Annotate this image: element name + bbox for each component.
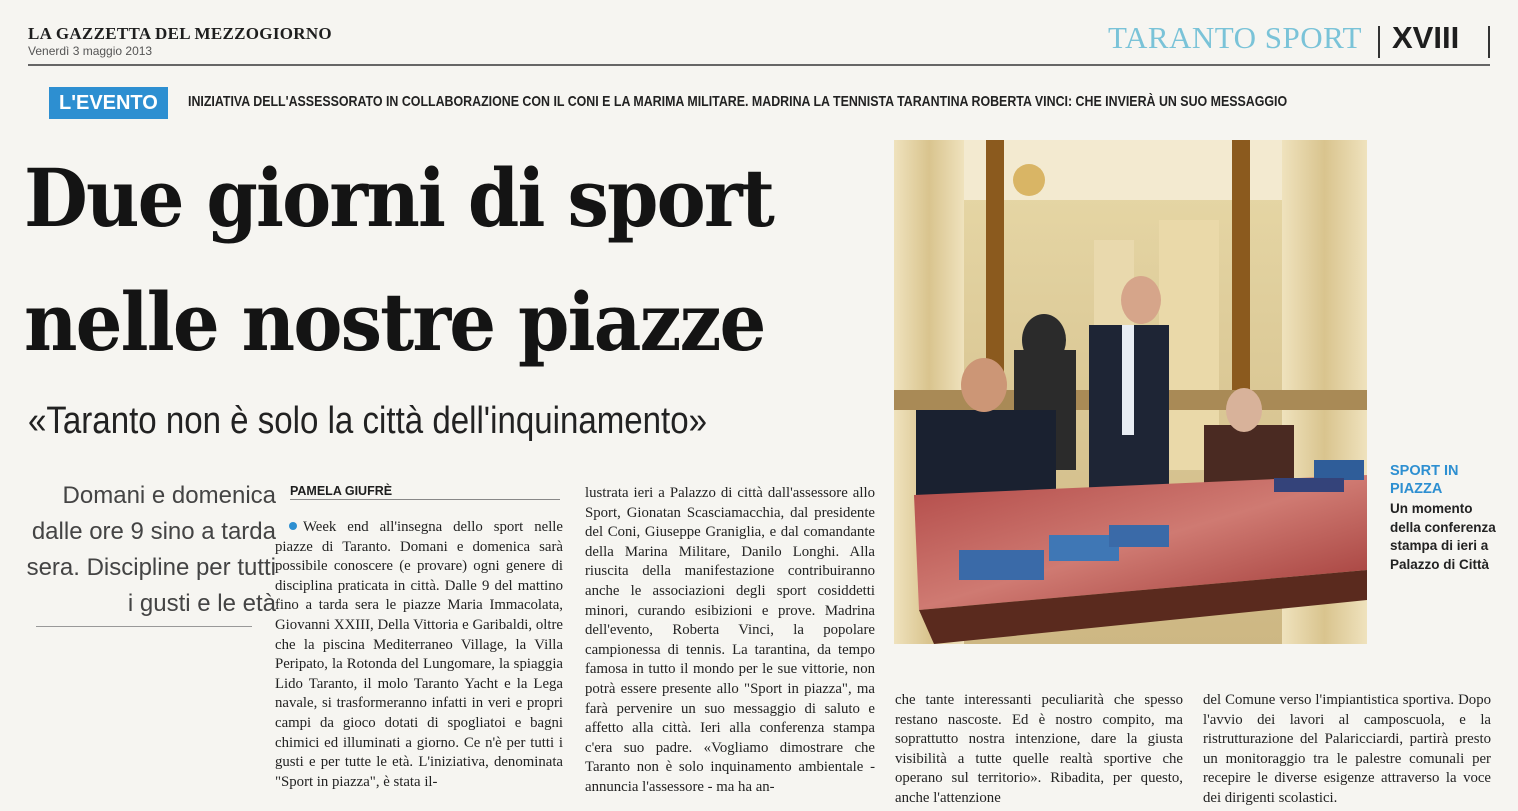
- headline: [24, 136, 815, 384]
- byline: PAMELA GIUFRÈ: [290, 484, 393, 498]
- page-number: XVIII: [1392, 20, 1460, 55]
- photo-illustration: [894, 140, 1367, 644]
- article-column-1: [275, 518, 563, 792]
- kicker-badge: L'EVENTO: [49, 87, 168, 119]
- article-text-col2: lustrata ieri a Palazzo di città dall'assessore allo Sport, Gionatan Scasciamacchia, dal presidente del Coni, Giuseppe Graniglia, e dal comandante della Marina Militare, Danilo Longhi. Alla riuscita della manifestazione contribuiranno anche le associazioni degli sport cosiddetti minori, curando esibizioni e prove. Madrina dell'evento, Roberta Vinci, la popolare campionessa di tennis. La tarantina, da tempo famosa in tutto il mondo per le sue vittorie, non potrà essere presente allo "Sport in piazza", ma farà pervenire un suo messaggio di saluto e affetto alla città. Ieri alla conferenza stampa c'era suo padre. «Vogliamo dimostrare che Taranto non è solo inquinamento ambientale - annuncia l'assessore - ma ha an-: [585, 485, 875, 795]
- press-conference-photo: [894, 140, 1367, 644]
- headline-line-2: nelle nostre piazze: [24, 275, 765, 369]
- masthead-separator: [1378, 26, 1380, 58]
- caption-title: SPORT IN PIAZZA: [1390, 463, 1459, 497]
- headline-line-1: Due giorni di sport: [24, 151, 774, 245]
- article-column-2: [585, 484, 875, 798]
- caption-text: Un momento della conferenza stampa di ieri a Palazzo di Città: [1390, 501, 1496, 572]
- section-title: TARANTO SPORT: [1108, 20, 1362, 55]
- subheadline: «Taranto non è solo la città dell'inquinamento»: [28, 400, 707, 442]
- byline-rule: [290, 499, 560, 500]
- article-text-col4: del Comune verso l'impiantistica sportiva. Dopo l'avvio dei lavori al camposcuola, e la ristrutturazione del Palaricciardi, partirà presto un monitoraggio tra le palestre comunali per recepire le diverse esigenze attraverso la voce dei dirigenti scolastici.: [1203, 692, 1491, 806]
- header-rule: [28, 64, 1490, 66]
- article-text-col1: Week end all'insegna dello sport nelle piazze di Taranto. Domani e domenica sarà possibile conoscere (e provare) ogni genere di disciplina praticata in città. Dalle 9 del mattino fino a tarda sera le piazze Maria Immacolata, Giovanni XXIII, Della Vittoria e Garibaldi, oltre che la piscina Mediterraneo Village, la Villa Peripato, la Rotonda del Lungomare, la spiaggia Lido Taranto, il molo Taranto Yacht e la Lega navale, si trasformeranno infatti in veri e propri campi da gioco dotati di spogliatoi e bagni chimici ed illuminati a giorno. Ce n'è per tutti i gusti e per tutte le età. L'iniziativa, denominata "Sport in piazza", è stata il-: [275, 519, 563, 790]
- standfirst-rule: [36, 626, 252, 627]
- article-column-3: [895, 691, 1183, 809]
- standfirst: Domani e domenica dalle ore 9 sino a tarda sera. Discipline per tutti i gusti e le età: [26, 482, 276, 617]
- issue-date: Venerdì 3 maggio 2013: [28, 44, 153, 58]
- bullet-dot-icon: [289, 522, 297, 530]
- article-column-4: [1203, 691, 1491, 809]
- article-text-col3: che tante interessanti peculiarità che spesso restano nascoste. Ed è nostro compito, ma soprattutto nostra intenzione, dare la giusta visibilità a tutte quelle realtà sportive che operano sul territorio». Ribadita, per questo, anche l'attenzione: [895, 692, 1183, 806]
- masthead-separator-right: [1488, 26, 1490, 58]
- kicker-text: INIZIATIVA DELL'ASSESSORATO IN COLLABORAZIONE CON IL CONI E LA MARIMA MILITARE. MADRINA LA TENNISTA TARANTINA ROBERTA VINCI: CHE INVIERÀ UN SUO MESSAGGIO: [188, 94, 1288, 110]
- newspaper-name: LA GAZZETTA DEL MEZZOGIORNO: [28, 24, 332, 43]
